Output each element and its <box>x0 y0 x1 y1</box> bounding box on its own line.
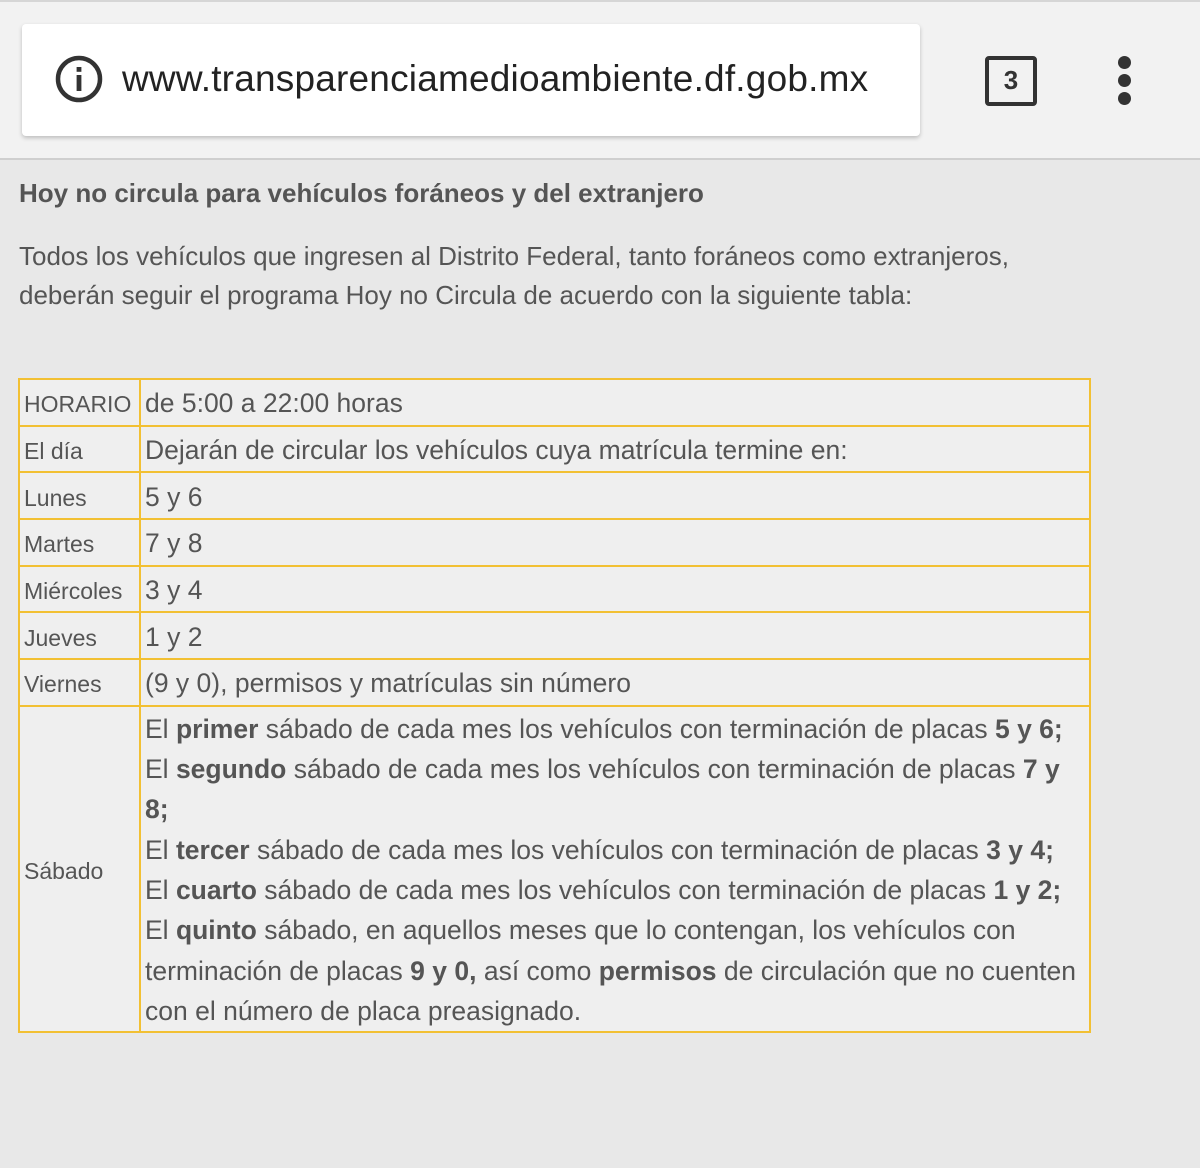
table-row <box>19 612 1090 659</box>
table-row <box>19 659 1090 706</box>
rule-text: así como <box>476 955 599 986</box>
rule-text: El <box>145 713 176 744</box>
rule-text: El <box>145 875 176 905</box>
row-value: 3 y 4 <box>140 566 1090 613</box>
rule-ordinal: tercer <box>175 834 250 865</box>
schedule-table-body <box>19 379 1090 1032</box>
row-value: Dejarán de circular los vehículos cuya matrícula termine en: <box>140 426 1090 473</box>
browser-toolbar <box>0 0 1200 160</box>
row-label: HORARIO <box>19 379 140 426</box>
page-heading: Hoy no circula para vehículos foráneos y del extranjero <box>19 178 704 208</box>
rule-digits: 5 y 6; <box>994 713 1063 744</box>
row-label: El día <box>19 426 140 473</box>
row-value: (9 y 0), permisos y matrículas sin número <box>140 659 1090 706</box>
url-text[interactable]: www.transparenciamedioambiente.df.gob.mx <box>122 58 869 99</box>
row-value: 1 y 2 <box>140 612 1090 659</box>
row-value: 5 y 6 <box>140 472 1090 519</box>
rule-text: El <box>145 915 176 946</box>
rule-digits: 1 y 2; <box>993 875 1062 905</box>
rule-ordinal: quinto <box>175 915 257 946</box>
row-label: Martes <box>19 519 140 566</box>
toolbar-top-border <box>0 0 1200 2</box>
row-value: 7 y 8 <box>140 519 1090 566</box>
info-icon[interactable] <box>54 54 104 104</box>
row-label: Lunes <box>19 472 140 519</box>
rule-text: de circulación que no cuenten con el número de placa preasignado. <box>145 955 1077 1026</box>
row-label: Miércoles <box>19 566 140 613</box>
table-row <box>19 379 1090 426</box>
rule-digits: 3 y 4; <box>986 834 1054 865</box>
rule-digits: 7 y 8; <box>145 754 1060 825</box>
overflow-menu-icon[interactable] <box>1110 54 1140 108</box>
rule-text: sábado de cada mes los vehículos con terminación de placas <box>249 834 987 865</box>
table-row <box>19 472 1090 519</box>
row-label: Jueves <box>19 612 140 659</box>
table-row <box>19 519 1090 566</box>
rule-digits: 9 y 0, <box>410 955 477 986</box>
sabado-rule-cuarto <box>145 870 1085 910</box>
sabado-rule-quinto <box>145 910 1085 1031</box>
row-label: Viernes <box>19 659 140 706</box>
sabado-rule-primer <box>145 709 1085 749</box>
table-row-sabado <box>19 706 1090 1032</box>
rule-permisos: permisos <box>598 955 717 986</box>
table-row <box>19 426 1090 473</box>
row-label: Sábado <box>19 706 140 1032</box>
rule-text: sábado de cada mes los vehículos con terminación de placas <box>256 875 994 905</box>
rule-text: sábado de cada mes los vehículos con terminación de placas <box>286 754 1023 785</box>
rule-text: sábado, en aquellos meses que lo contengan, los vehículos con terminación de placas <box>145 915 1016 986</box>
rule-ordinal: segundo <box>175 754 287 785</box>
rule-ordinal: primer <box>175 713 259 744</box>
rule-text: El <box>145 834 176 865</box>
rule-text: El <box>145 754 176 785</box>
table-row <box>19 566 1090 613</box>
intro-paragraph: Todos los vehículos que ingresen al Distrito Federal, tanto foráneos como extranjeros, deberán seguir el programa Hoy no Circula de acuerdo con la siguiente tabla: <box>19 241 1009 310</box>
schedule-table <box>18 378 1091 1033</box>
rule-text: sábado de cada mes los vehículos con terminación de placas <box>258 713 995 744</box>
page-content <box>0 162 1200 1168</box>
sabado-rule-segundo <box>145 749 1085 830</box>
tab-switcher-button[interactable]: 3 <box>985 56 1037 106</box>
sabado-rule-tercer <box>145 830 1085 870</box>
rule-ordinal: cuarto <box>175 875 257 905</box>
sabado-rules <box>140 706 1090 1032</box>
row-value: de 5:00 a 22:00 horas <box>140 379 1090 426</box>
